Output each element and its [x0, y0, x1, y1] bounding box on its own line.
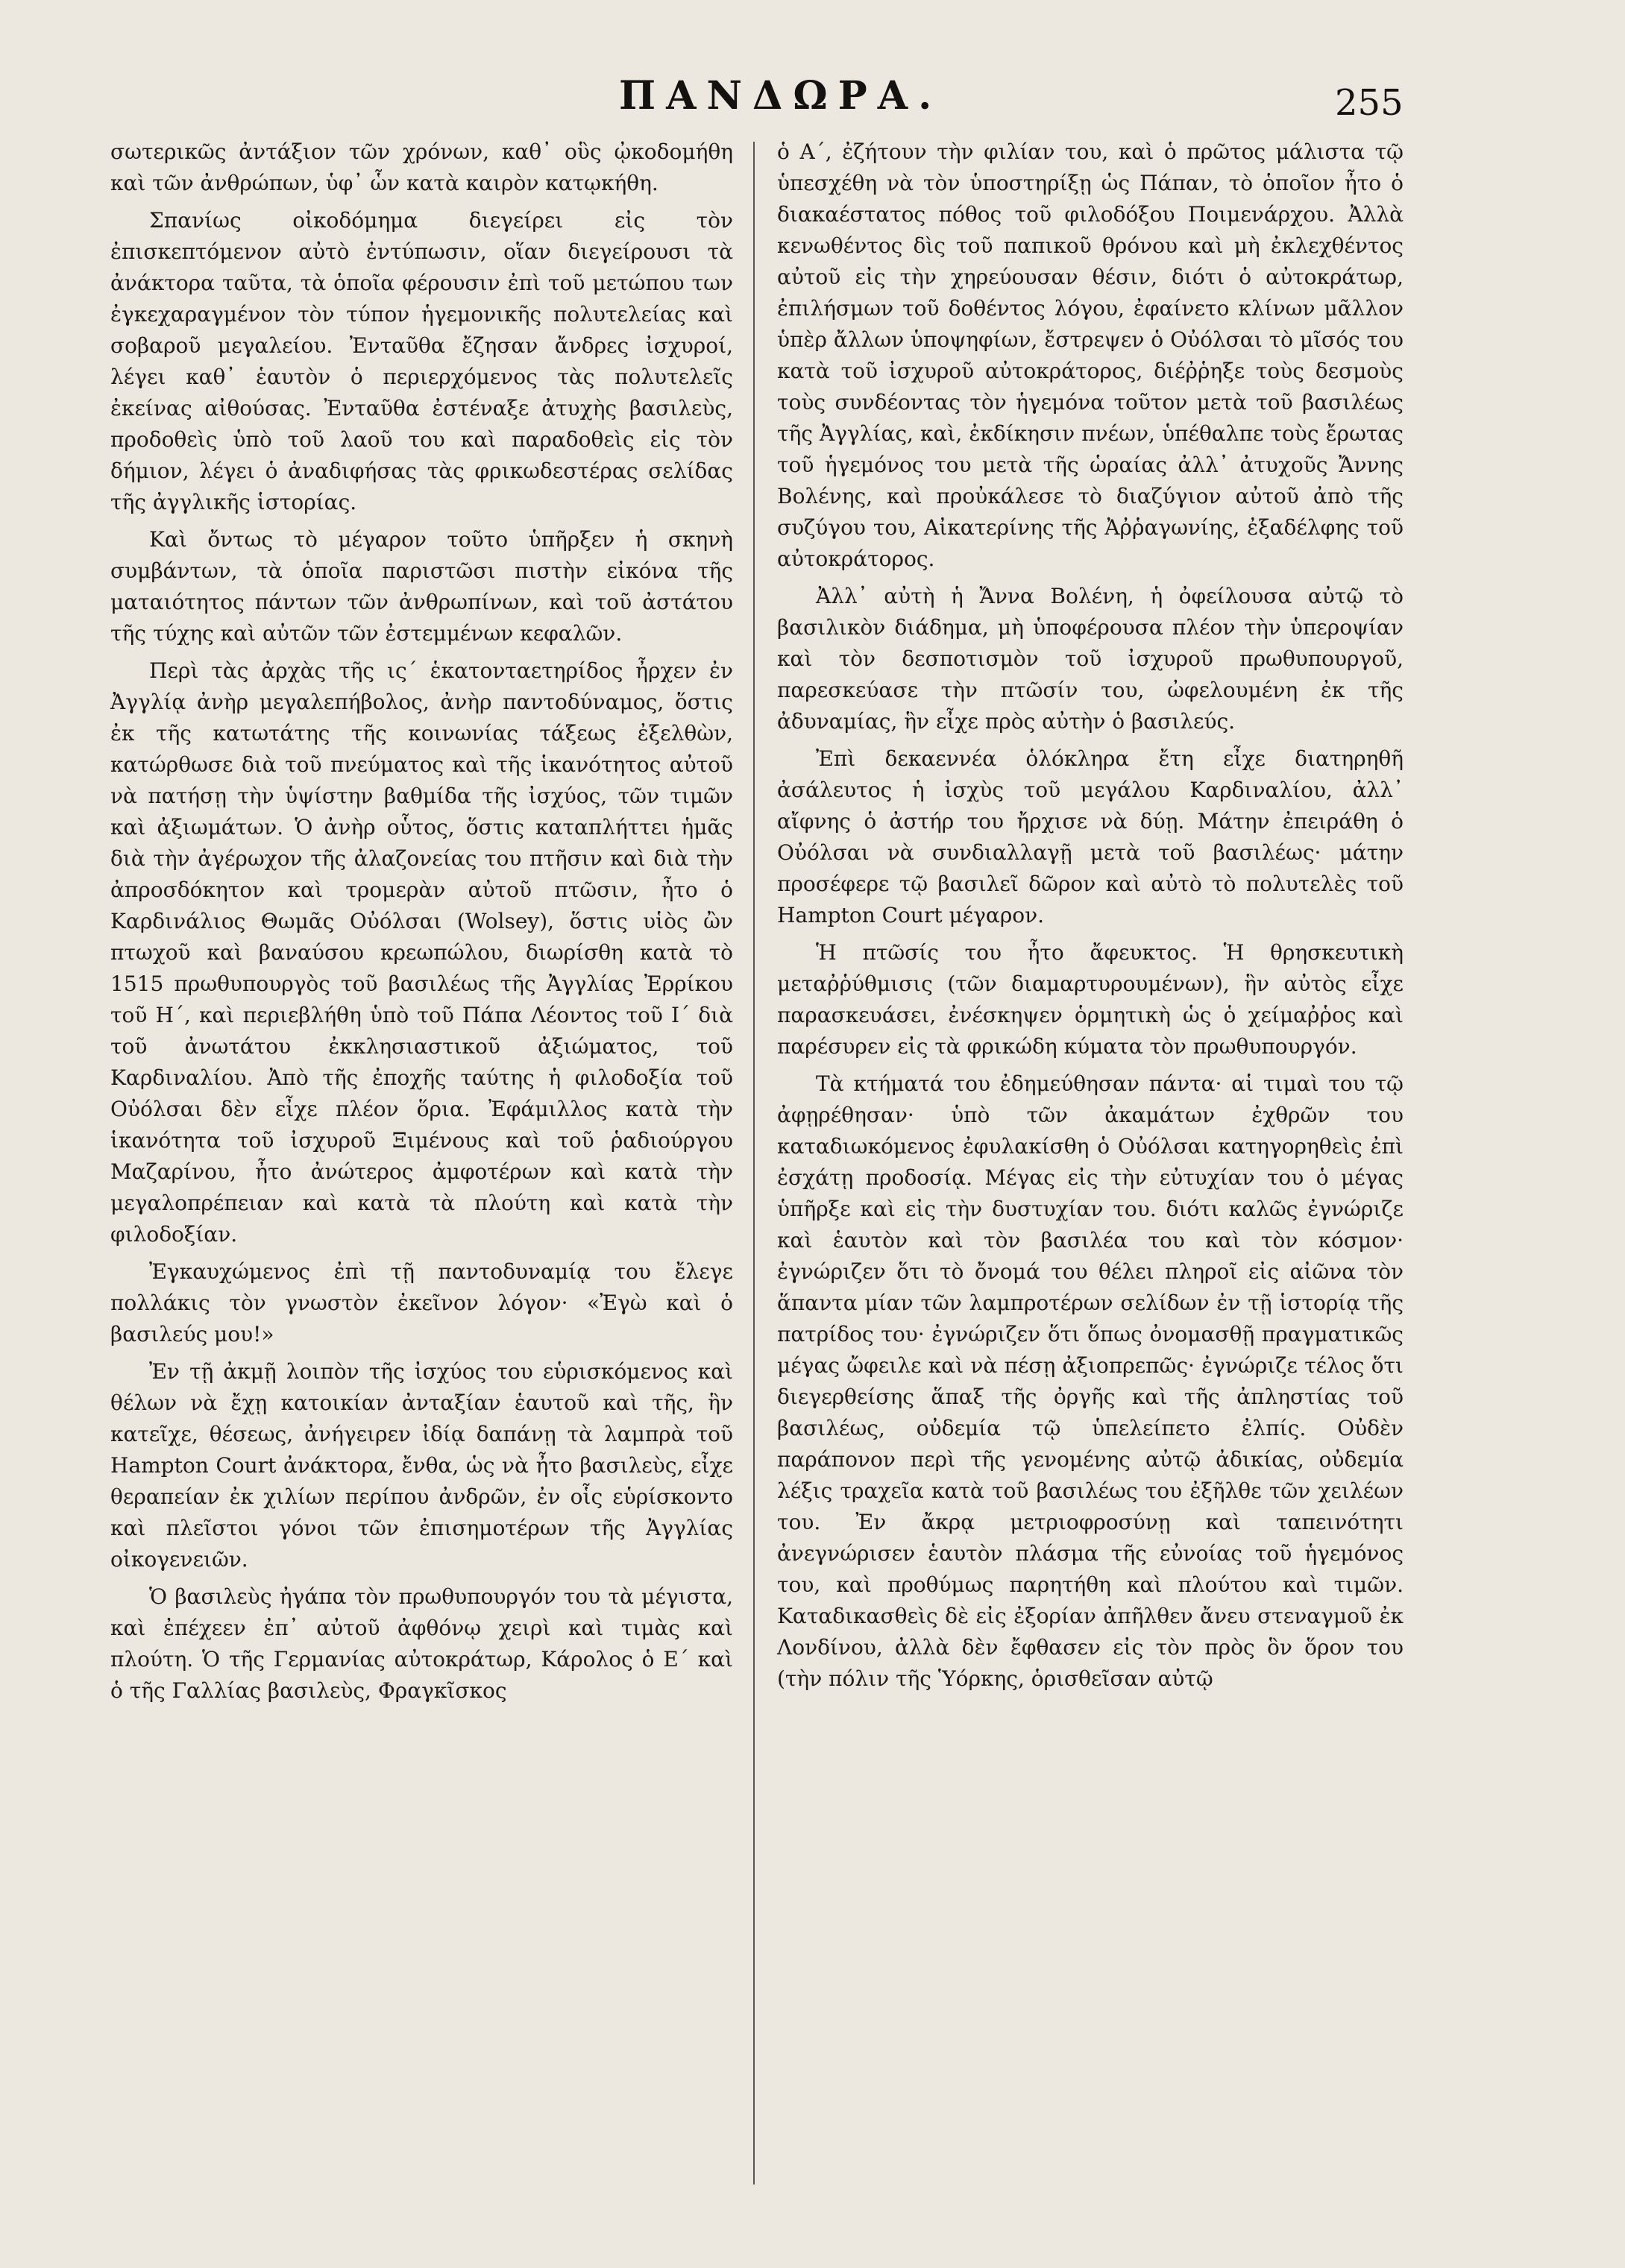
paragraph: ὁ Α´, ἐζήτουν τὴν φιλίαν του, καὶ ὁ πρῶτος μάλιστα τῷ ὑπεσχέθη νὰ τὸν ὑποστηρίξῃ ὡς Πάπαν, τὸ ὁποῖον ἦτο ὁ διακαέστατος πόθος τοῦ φιλοδόξου Ποιμενάρχου. Ἀλλὰ κενωθέντος δὶς τοῦ παπικοῦ θρόνου καὶ μὴ ἐκλεχθέντος αὐτοῦ εἰς τὴν χηρεύουσαν θέσιν, διότι ὁ αὐτοκράτωρ, ἐπιλήσμων τοῦ δοθέντος λόγου, ἐφαίνετο κλίνων μᾶλλον ὑπὲρ ἄλλων ὑποψηφίων, ἔστρεψεν ὁ Οὐόλσαι τὸ μῖσός του κατὰ τοῦ ἰσχυροῦ αὐτοκράτορος, διέῤῥηξε τοὺς δεσμοὺς τοὺς συνδέοντας τὸν ἡγεμόνα τοῦτον μετὰ τοῦ βασιλέως τῆς Ἀγγλίας, καὶ, ἐκδίκησιν πνέων, ὑπέθαλπε τοὺς ἔρωτας τοῦ ἡγεμόνος του μετὰ τῆς ὡραίας ἀλλ᾽ ἀτυχοῦς Ἄννης Βολένης, καὶ προὐκάλεσε τὸ διαζύγιον αὐτοῦ ἀπὸ τῆς συζύγου του, Αἰκατερίνης τῆς Ἀῤῥαγωνίης, ἐξαδέλφης τοῦ αὐτοκράτορος.: [777, 139, 1404, 571]
paragraph: Ἐγκαυχώμενος ἐπὶ τῇ παντοδυναμίᾳ του ἔλεγε πολλάκις τὸν γνωστὸν ἐκεῖνον λόγον· «Ἐγὼ καὶ ὁ βασιλεύς μου!»: [110, 1259, 733, 1346]
column-divider: [753, 142, 755, 2184]
paragraph: σωτερικῶς ἀντάξιον τῶν χρόνων, καθ᾽ οὓς ᾠκοδομήθη καὶ τῶν ἀνθρώπων, ὑφ᾽ ὧν κατὰ καιρὸν κατῳκήθη.: [110, 139, 733, 195]
paragraph: Ἀλλ᾽ αὐτὴ ἡ Ἄννα Βολένη, ἡ ὀφείλουσα αὐτῷ τὸ βασιλικὸν διάδημα, μὴ ὑποφέρουσα πλέον τὴν ὑπεροψίαν καὶ τὸν δεσποτισμὸν τοῦ ἰσχυροῦ πρωθυπουργοῦ, παρεσκεύασε τὴν πτῶσίν του, ὠφελουμένη ἐκ τῆς ἀδυναμίας, ἣν εἶχε πρὸς αὐτὴν ὁ βασιλεύς.: [777, 584, 1404, 734]
paragraph: Ἐπὶ δεκαεννέα ὁλόκληρα ἔτη εἶχε διατηρηθῆ ἀσάλευτος ἡ ἰσχὺς τοῦ μεγάλου Καρδιναλίου, ἀλλ᾽ αἴφνης ὁ ἀστήρ του ἤρχισε νὰ δύῃ. Μάτην ἐπειράθη ὁ Οὐόλσαι νὰ συνδιαλλαγῇ μετὰ τοῦ βασιλέως· μάτην προσέφερε τῷ βασιλεῖ δῶρον καὶ αὐτὸ τὸ πολυτελὲς τοῦ Hampton Court μέγαρον.: [777, 746, 1404, 927]
right-column: [777, 136, 1404, 1701]
paragraph: Καὶ ὄντως τὸ μέγαρον τοῦτο ὑπῆρξεν ἡ σκηνὴ συμβάντων, τὰ ὁποῖα παριστῶσι πιστὴν εἰκόνα τῆς ματαιότητος πάντων τῶν ἀνθρωπίνων, καὶ τοῦ ἀστάτου τῆς τύχης καὶ αὐτῶν τῶν ἐστεμμένων κεφαλῶν.: [110, 527, 733, 646]
left-column: [110, 136, 733, 1713]
paragraph: Ὁ βασιλεὺς ἠγάπα τὸν πρωθυπουργόν του τὰ μέγιστα, καὶ ἐπέχεεν ἐπ᾽ αὐτοῦ ἀφθόνῳ χειρὶ καὶ τιμὰς καὶ πλούτη. Ὁ τῆς Γερμανίας αὐτοκράτωρ, Κάρολος ὁ Ε´ καὶ ὁ τῆς Γαλλίας βασιλεὺς, Φραγκῖσκος: [110, 1584, 733, 1703]
paragraph: Περὶ τὰς ἀρχὰς τῆς ις´ ἑκατονταετηρίδος ἦρχεν ἐν Ἀγγλίᾳ ἀνὴρ μεγαλεπήβολος, ἀνὴρ παντοδύναμος, ὅστις ἐκ τῆς κατωτάτης τῆς κοινωνίας τάξεως ἐξελθὼν, κατώρθωσε διὰ τοῦ πνεύματος καὶ τῆς ἱκανότητος αὐτοῦ νὰ πατήσῃ τὴν ὑψίστην βαθμίδα τῆς ἰσχύος, τῶν τιμῶν καὶ ἀξιωμάτων. Ὁ ἀνὴρ οὗτος, ὅστις καταπλήττει ἡμᾶς διὰ τὴν ἀγέρωχον τῆς ἀλαζονείας του πτῆσιν καὶ διὰ τὴν ἀπροσδόκητον καὶ τρομερὰν αὐτοῦ πτῶσιν, ἦτο ὁ Καρδινάλιος Θωμᾶς Οὐόλσαι (Wolsey), ὅστις υἱὸς ὢν πτωχοῦ καὶ βαναύσου κρεωπώλου, διωρίσθη κατὰ τὸ 1515 πρωθυπουργὸς τοῦ βασιλέως τῆς Ἀγγλίας Ἐρρίκου τοῦ Η´, καὶ περιεβλήθη ὑπὸ τοῦ Πάπα Λέοντος τοῦ Ι´ διὰ τοῦ ἀνωτάτου ἐκκλησιαστικοῦ ἀξιώματος, τοῦ Καρδιναλίου. Ἀπὸ τῆς ἐποχῆς ταύτης ἡ φιλοδοξία τοῦ Οὐόλσαι δὲν εἶχε πλέον ὅρια. Ἐφάμιλλος κατὰ τὴν ἱκανότητα τοῦ ἰσχυροῦ Ξιμένους καὶ τοῦ ῥαδιούργου Μαζαρίνου, ἦτο ἀνώτερος ἀμφοτέρων καὶ κατὰ τὴν μεγαλοπρέπειαν καὶ κατὰ τὰ πλούτη καὶ κατὰ τὴν φιλοδοξίαν.: [110, 658, 733, 1247]
paragraph: Τὰ κτήματά του ἐδημεύθησαν πάντα· αἱ τιμαὶ του τῷ ἀφῃρέθησαν· ὑπὸ τῶν ἀκαμάτων ἐχθρῶν του καταδιωκόμενος ἐφυλακίσθη ὁ Οὐόλσαι κατηγορηθεὶς ἐπὶ ἐσχάτῃ προδοσίᾳ. Μέγας εἰς τὴν εὐτυχίαν του ὁ μέγας ὑπῆρξε καὶ εἰς τὴν δυστυχίαν του. διότι καλῶς ἐγνώριζε καὶ ἑαυτὸν καὶ τὸν βασιλέα του καὶ τὸν κόσμον· ἐγνώριζεν ὅτι τὸ ὄνομά του θέλει πληροῖ εἰς αἰῶνα τὸν ἅπαντα μίαν τῶν λαμπροτέρων σελίδων ἐν τῇ ἱστορίᾳ τῆς πατρίδος του· ἐγνώριζεν ὅτι ὅπως ὀνομασθῇ πραγματικῶς μέγας ὤφειλε καὶ νὰ πέσῃ ἀξιοπρεπῶς· ἐγνώριζε τέλος ὅτι διεγερθείσης ἅπαξ τῆς ὀργῆς καὶ τῆς ἀπληστίας τοῦ βασιλέως, οὐδεμία τῷ ὑπελείπετο ἐλπίς. Οὐδὲν παράπονον περὶ τῆς γενομένης αὐτῷ ἀδικίας, οὐδεμία λέξις τραχεῖα κατὰ τοῦ βασιλέως του ἐξῆλθε τῶν χειλέων του. Ἐν ἄκρᾳ μετριοφροσύνῃ καὶ ταπεινότητι ἀνεγνώρισεν ἑαυτὸν πλάσμα τῆς εὐνοίας τοῦ ἡγεμόνος του, καὶ προθύμως παρητήθη καὶ πλούτου καὶ τιμῶν. Καταδικασθεὶς δὲ εἰς ἐξορίαν ἀπῆλθεν ἄνευ στεναγμοῦ ἐκ Λονδίνου, ἀλλὰ δὲν ἔφθασεν εἰς τὸν πρὸς ὃν ὅρον του (τὴν πόλιν τῆς Ὑόρκης, ὁρισθεῖσαν αὐτῷ: [777, 1071, 1404, 1691]
paragraph: Σπανίως οἰκοδόμημα διεγείρει εἰς τὸν ἐπισκεπτόμενον αὐτὸ ἐντύπωσιν, οἵαν διεγείρουσι τὰ ἀνάκτορα ταῦτα, τὰ ὁποῖα φέρουσιν ἐπὶ τοῦ μετώπου των ἐγκεχαραγμένον τὸν τύπον ἡγεμονικῆς πολυτελείας καὶ σοβαροῦ μεγαλείου. Ἐνταῦθα ἔζησαν ἄνδρες ἰσχυροί, λέγει καθ᾽ ἑαυτὸν ὁ περιερχόμενος τὰς πολυτελεῖς ἐκείνας αἰθούσας. Ἐνταῦθα ἐστέναξε ἀτυχὴς βασιλεὺς, προδοθεὶς ὑπὸ τοῦ λαοῦ του καὶ παραδοθεὶς εἰς τὸν δήμιον, λέγει ὁ ἀναδιφήσας τὰς φρικωδεστέρας σελίδας τῆς ἀγγλικῆς ἱστορίας.: [110, 208, 733, 514]
paragraph: Ἡ πτῶσίς του ἦτο ἄφευκτος. Ἡ θρησκευτικὴ μεταῤῥύθμισις (τῶν διαμαρτυρουμένων), ἣν αὐτὸς εἶχε παρασκευάσει, ἐνέσκηψεν ὁρμητικὴ ὡς ὁ χείμαῤῥος καὶ παρέσυρεν εἰς τὰ φρικώδη κύματα τὸν πρωθυπουργόν.: [777, 940, 1404, 1059]
page-number: 255: [1335, 82, 1404, 124]
running-title: ΠΑΝΔΩΡΑ.: [619, 73, 943, 119]
paragraph: Ἐν τῇ ἀκμῇ λοιπὸν τῆς ἰσχύος του εὑρισκόμενος καὶ θέλων νὰ ἔχῃ κατοικίαν ἀνταξίαν ἑαυτοῦ καὶ τῆς, ἣν κατεῖχε, θέσεως, ἀνήγειρεν ἰδίᾳ δαπάνῃ τὰ λαμπρὰ τοῦ Hampton Court ἀνάκτορα, ἔνθα, ὡς νὰ ἦτο βασιλεὺς, εἶχε θεραπείαν ἐκ χιλίων περίπου ἀνδρῶν, ἐν οἷς εὑρίσκοντο καὶ πλεῖστοι γόνοι τῶν ἐπισημοτέρων τῆς Ἀγγλίας οἰκογενειῶν.: [110, 1359, 733, 1572]
